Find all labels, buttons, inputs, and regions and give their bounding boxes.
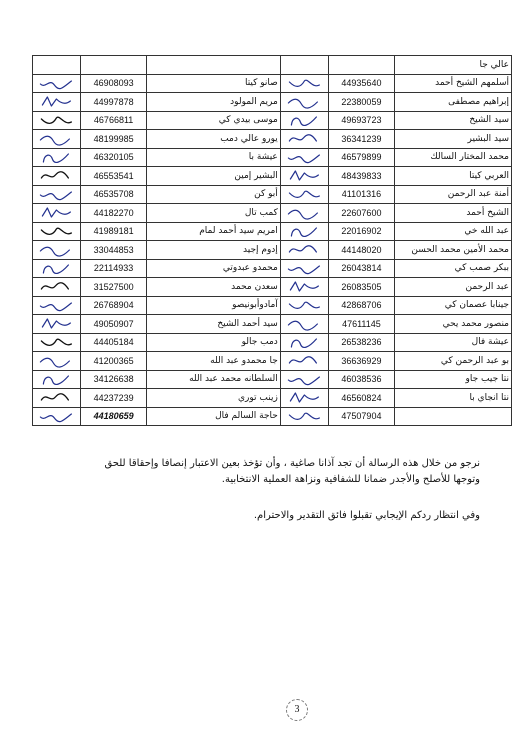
table-row (33, 148, 512, 167)
signature-cell (33, 259, 81, 278)
handwritten-signature (283, 149, 326, 166)
name-cell: نتا انجاي با (395, 389, 512, 408)
signature-cell (280, 167, 328, 186)
id-number-cell: 44935640 (328, 74, 395, 93)
handwritten-signature (35, 75, 78, 92)
table-row (33, 167, 512, 186)
handwritten-signature (35, 389, 78, 406)
id-number-cell: 48199985 (80, 130, 147, 149)
handwritten-signature (35, 297, 78, 314)
name-cell: بو عبد الرحمن كي (395, 352, 512, 371)
id-number-cell: 44405184 (80, 333, 147, 352)
name-cell: امريم سيد أحمد لمام (147, 222, 280, 241)
name-cell: نتا جيب جاو (395, 370, 512, 389)
handwritten-signature (35, 186, 78, 203)
signature-cell (33, 278, 81, 297)
id-number-cell: 46579899 (328, 148, 395, 167)
signature-cell (33, 130, 81, 149)
signature-cell (33, 333, 81, 352)
handwritten-signature (283, 278, 326, 295)
name-cell: موسى بيدي كي (147, 111, 280, 130)
name-cell: كمب تال (147, 204, 280, 223)
handwritten-signature (35, 112, 78, 129)
id-number-cell (328, 56, 395, 75)
handwritten-signature (283, 315, 326, 332)
handwritten-signature (283, 93, 326, 110)
id-number-cell: 41101316 (328, 185, 395, 204)
table-row (33, 222, 512, 241)
signature-cell (280, 148, 328, 167)
id-number-cell: 22016902 (328, 222, 395, 241)
signature-cell (280, 389, 328, 408)
signature-cell (280, 241, 328, 260)
handwritten-signature (35, 93, 78, 110)
signature-cell (280, 333, 328, 352)
name-cell: سعدن محمد (147, 278, 280, 297)
signature-cell (33, 204, 81, 223)
name-cell: حاجة السالم فال (147, 407, 280, 426)
name-cell: عالي جا (395, 56, 512, 75)
name-cell: دمب جالو (147, 333, 280, 352)
id-number-cell: 44237239 (80, 389, 147, 408)
name-cell: صانو كيتا (147, 74, 280, 93)
table-row (33, 241, 512, 260)
id-number-cell: 46553541 (80, 167, 147, 186)
table-row (33, 56, 512, 75)
name-cell: جا محمدو عبد الله (147, 352, 280, 371)
signature-cell (33, 370, 81, 389)
id-number-cell: 33044853 (80, 241, 147, 260)
signature-cell (33, 167, 81, 186)
signature-cell (33, 74, 81, 93)
table-row (33, 296, 512, 315)
name-cell: البشير إمين (147, 167, 280, 186)
name-cell: إدوم إجيد (147, 241, 280, 260)
signature-cell (33, 148, 81, 167)
id-number-cell: 46766811 (80, 111, 147, 130)
signature-cell (33, 296, 81, 315)
name-cell (147, 56, 280, 75)
name-cell: مريم المولود (147, 93, 280, 112)
id-number-cell: 26538236 (328, 333, 395, 352)
name-cell: عبد الرحمن (395, 278, 512, 297)
id-number-cell: 22380059 (328, 93, 395, 112)
signature-cell (280, 56, 328, 75)
id-number-cell: 31527500 (80, 278, 147, 297)
signature-cell (280, 222, 328, 241)
handwritten-signature (283, 186, 326, 203)
id-number-cell: 44148020 (328, 241, 395, 260)
name-cell: محمد الأمين محمد الحسن (395, 241, 512, 260)
id-number-cell: 49693723 (328, 111, 395, 130)
signature-cell (33, 93, 81, 112)
name-cell: سيد البشير (395, 130, 512, 149)
signature-cell (280, 407, 328, 426)
name-cell: إبراهيم مصطفى (395, 93, 512, 112)
signature-cell (33, 185, 81, 204)
letter-closing (40, 508, 480, 524)
name-cell: السلطانه محمد عبد الله (147, 370, 280, 389)
handwritten-signature (283, 204, 326, 221)
table-row (33, 130, 512, 149)
name-cell: يورو عالي دمب (147, 130, 280, 149)
table-row (33, 93, 512, 112)
handwritten-signature (283, 352, 326, 369)
id-number-cell: 26768904 (80, 296, 147, 315)
name-cell: أمنة عبد الرحمن (395, 185, 512, 204)
name-cell: محمدو عبدوتي (147, 259, 280, 278)
name-cell: الشيخ أحمد (395, 204, 512, 223)
name-cell: محمد المختار السالك (395, 148, 512, 167)
id-number-cell: 26083505 (328, 278, 395, 297)
id-number-cell: 41200365 (80, 352, 147, 371)
id-number-cell: 47507904 (328, 407, 395, 426)
id-number-cell: 41989181 (80, 222, 147, 241)
handwritten-signature (283, 241, 326, 258)
table-row (33, 389, 512, 408)
signature-cell (280, 74, 328, 93)
id-number-cell: 22607600 (328, 204, 395, 223)
handwritten-signature (283, 167, 326, 184)
handwritten-signature (283, 389, 326, 406)
letter-line-1: نرجو من خلال هذه الرسالة أن تجد آذانا صاغية ، وأن تؤخذ بعين الاعتبار إنصافا وإحقاقا للحق (104, 458, 480, 469)
id-number-cell: 46320105 (80, 148, 147, 167)
handwritten-signature (35, 315, 78, 332)
handwritten-signature (35, 334, 78, 351)
signature-cell (280, 185, 328, 204)
signature-cell (280, 111, 328, 130)
signature-cell (280, 259, 328, 278)
name-cell: سيد الشيخ (395, 111, 512, 130)
name-cell: جينابا عصمان كي (395, 296, 512, 315)
table-row (33, 315, 512, 334)
handwritten-signature (283, 260, 326, 277)
register-rows (33, 56, 512, 426)
name-cell: منصور محمد يحي (395, 315, 512, 334)
name-cell: العربي كيتا (395, 167, 512, 186)
signature-cell (280, 93, 328, 112)
table-row (33, 370, 512, 389)
name-cell: آمادوأبونيصو (147, 296, 280, 315)
id-number-cell: 36636929 (328, 352, 395, 371)
handwritten-signature (35, 130, 78, 147)
handwritten-signature (35, 352, 78, 369)
table-row (33, 259, 512, 278)
id-number-cell: 44180659 (80, 407, 147, 426)
signature-cell (280, 296, 328, 315)
name-cell: أسلمهم الشيخ أحمد (395, 74, 512, 93)
id-number-cell: 46560824 (328, 389, 395, 408)
name-cell: عيشة با (147, 148, 280, 167)
handwritten-signature (283, 334, 326, 351)
handwritten-signature (35, 278, 78, 295)
table-row (33, 74, 512, 93)
signature-cell (280, 278, 328, 297)
handwritten-signature (283, 408, 326, 425)
table-row (33, 352, 512, 371)
name-cell: أبو كن (147, 185, 280, 204)
handwritten-signature (283, 112, 326, 129)
signature-cell (280, 315, 328, 334)
handwritten-signature (35, 223, 78, 240)
handwritten-signature (283, 130, 326, 147)
handwritten-signature (35, 260, 78, 277)
signature-cell (280, 352, 328, 371)
letter-line-3: وفي انتظار ردكم الإيجابي تقبلوا فائق التقدير والاحترام. (253, 510, 480, 521)
id-number-cell: 36341239 (328, 130, 395, 149)
table-row (33, 333, 512, 352)
id-number-cell: 48439833 (328, 167, 395, 186)
name-cell: عبد الله خي (395, 222, 512, 241)
table-row (33, 407, 512, 426)
signature-cell (33, 352, 81, 371)
handwritten-signature (283, 297, 326, 314)
handwritten-signature (283, 371, 326, 388)
table-row (33, 204, 512, 223)
id-number-cell: 46908093 (80, 74, 147, 93)
handwritten-signature (35, 167, 78, 184)
signature-cell (33, 56, 81, 75)
signature-cell (33, 222, 81, 241)
name-cell (395, 407, 512, 426)
handwritten-signature (35, 149, 78, 166)
signature-cell (33, 111, 81, 130)
letter-paragraph (40, 456, 480, 488)
handwritten-signature (35, 204, 78, 221)
signature-cell (33, 315, 81, 334)
letter-line-2: وتوجها للأصلح والأجدر ضمانا للشفافية ونزاهة العملية الانتخابية. (221, 474, 480, 485)
id-number-cell: 44997878 (80, 93, 147, 112)
signature-cell (280, 204, 328, 223)
signature-cell (280, 130, 328, 149)
id-number-cell: 46535708 (80, 185, 147, 204)
name-cell: عيشة فال (395, 333, 512, 352)
id-number-cell: 47611145 (328, 315, 395, 334)
table-row (33, 278, 512, 297)
id-number-cell: 42868706 (328, 296, 395, 315)
name-cell: ببكر صمب كي (395, 259, 512, 278)
handwritten-signature (35, 371, 78, 388)
page-number: 3 (286, 699, 308, 721)
signature-cell (33, 241, 81, 260)
signature-cell (280, 370, 328, 389)
signature-register-table (32, 55, 512, 426)
signature-cell (33, 389, 81, 408)
id-number-cell: 49050907 (80, 315, 147, 334)
name-cell: زينب توري (147, 389, 280, 408)
id-number-cell: 22114933 (80, 259, 147, 278)
signature-cell (33, 407, 81, 426)
name-cell: سيد أحمد الشيخ (147, 315, 280, 334)
id-number-cell: 46038536 (328, 370, 395, 389)
id-number-cell: 44182270 (80, 204, 147, 223)
handwritten-signature (283, 223, 326, 240)
table-row (33, 185, 512, 204)
handwritten-signature (35, 408, 78, 425)
id-number-cell: 34126638 (80, 370, 147, 389)
handwritten-signature (283, 75, 326, 92)
table-row (33, 111, 512, 130)
handwritten-signature (35, 241, 78, 258)
id-number-cell (80, 56, 147, 75)
id-number-cell: 26043814 (328, 259, 395, 278)
